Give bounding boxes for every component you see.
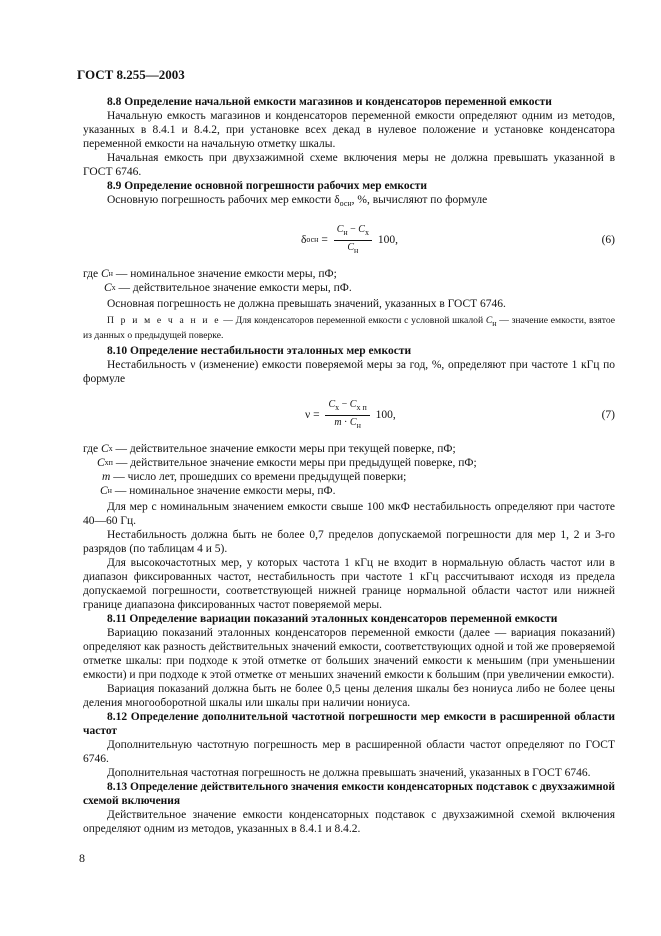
paragraph: Основную погрешность рабочих мер емкости $\delta_{осн}$, %, вычисляют по формуле bbox=[107, 194, 488, 208]
formula-number: (7) bbox=[601, 409, 615, 421]
definition-item: где C x — действительное значение емкости меры при текущей поверке, пФ; bbox=[83, 443, 456, 455]
formula-7: ν = $\frac{C_x - C_{x п}}{m \cdot C_н}$ 100, (7) bbox=[305, 398, 615, 430]
section-heading-8-9: 8.9 Определение основной погрешности рабочих мер емкости bbox=[107, 180, 428, 192]
definitions-list bbox=[83, 267, 615, 295]
formula-number: (6) bbox=[601, 234, 615, 246]
paragraph: Для высокочастотных мер, у которых частота 1 кГц не входит в нормальную область частот или в диапазон фиксированных частот, нестабильность при частоте 1 кГц рассчитывают исходя из предела допускаемой погрешности, соответствующей нижней границе нормальной области частот или нижней границе диапазона фиксированных частот поверяемой меры. bbox=[83, 557, 615, 611]
document-body bbox=[83, 95, 615, 836]
paragraph: Дополнительную частотную погрешность мер в расширенной области частот определяют по ГОСТ 6746. bbox=[83, 739, 615, 765]
section-heading-8-10: 8.10 Определение нестабильности эталонных мер емкости bbox=[107, 345, 412, 357]
page-number: 8 bbox=[79, 851, 85, 865]
definition-item: где C н — номинальное значение емкости меры, пФ; bbox=[83, 268, 337, 280]
paragraph: Вариацию показаний эталонных конденсаторов переменной емкости (далее — вариация показаний) определяют как разность действительных значений емкости, соответствующих одной и той же проверяемой отметке шкалы: при подходе к этой отметке от больших значений емкости к меньшим (при уменьшении емкости) и при подходе к этой отметке от меньших значений емкости к большим (при увеличении емкости). bbox=[83, 627, 615, 681]
paragraph: Вариация показаний должна быть не более 0,5 цены деления шкалы без нониуса либо не более цены деления многооборотной шкалы или шкалы при наличии нониуса. bbox=[83, 683, 615, 709]
definition-item: C н — номинальное значение емкости меры, пФ. bbox=[100, 485, 336, 497]
section-heading-8-13: 8.13 Определение действительного значения емкости конденсаторных подставок с двухзажимной схемой включения bbox=[83, 781, 615, 807]
definition-item: C xп — действительное значение емкости меры при предыдущей поверке, пФ; bbox=[97, 457, 477, 469]
paragraph: Дополнительная частотная погрешность не должна превышать значений, указанных в ГОСТ 6746. bbox=[107, 767, 591, 779]
paragraph: Начальную емкость магазинов и конденсаторов переменной емкости определяют одним из методов, указанных в 8.4.1 и 8.4.2, при установке всех декад в нулевое положение и установке конденсатора переменной емкости на начальную отметку шкалы. bbox=[83, 110, 615, 150]
paragraph: Начальная емкость при двухзажимной схеме включения меры не должна превышать указанной в ГОСТ 6746. bbox=[83, 152, 615, 178]
paragraph: Основная погрешность не должна превышать значений, указанных в ГОСТ 6746. bbox=[107, 298, 506, 310]
paragraph: Нестабильность должна быть не более 0,7 пределов допускаемой погрешности для мер 1, 2 и 3-го разрядов (по таблицам 4 и 5). bbox=[83, 529, 615, 555]
note: П р и м е ч а н и е — Для конденсаторов переменной емкости с условной шкалой $C_н$ — значение емкости, взятое из данных о предыдущей поверке. bbox=[83, 315, 615, 341]
document-header: ГОСТ 8.255—2003 bbox=[77, 67, 185, 82]
formula-6: δ осн = $\frac{C_н - C_x}{C_н}$ 100, (6) bbox=[301, 223, 615, 255]
section-heading-8-11: 8.11 Определение вариации показаний эталонных конденсаторов переменной емкости bbox=[107, 613, 558, 625]
fraction: $\frac{C_x - C_{x п}}{m \cdot C_н}$ bbox=[325, 399, 369, 432]
definition-item: C x — действительное значение емкости меры, пФ. bbox=[104, 282, 352, 294]
paragraph: Для мер с номинальным значением емкости свыше 100 мкФ нестабильность определяют при частоте 40—60 Гц. bbox=[83, 501, 615, 527]
fraction: $\frac{C_н - C_x}{C_н}$ bbox=[334, 224, 372, 257]
paragraph: Действительное значение емкости конденсаторных подставок с двухзажимной схемой включения определяют одним из методов, указанных в 8.4.1 и 8.4.2. bbox=[83, 809, 615, 835]
section-heading-8-8: 8.8 Определение начальной емкости магазинов и конденсаторов переменной емкости bbox=[107, 96, 552, 108]
section-heading-8-12: 8.12 Определение дополнительной частотной погрешности мер емкости в расширенной области частот bbox=[83, 711, 615, 737]
paragraph: Нестабильность ν (изменение) емкости поверяемой меры за год, %, определяют при частоте 1 кГц по формуле bbox=[83, 359, 615, 385]
definitions-list bbox=[83, 442, 615, 498]
definition-item: m — число лет, прошедших со времени предыдущей поверки; bbox=[102, 471, 407, 483]
